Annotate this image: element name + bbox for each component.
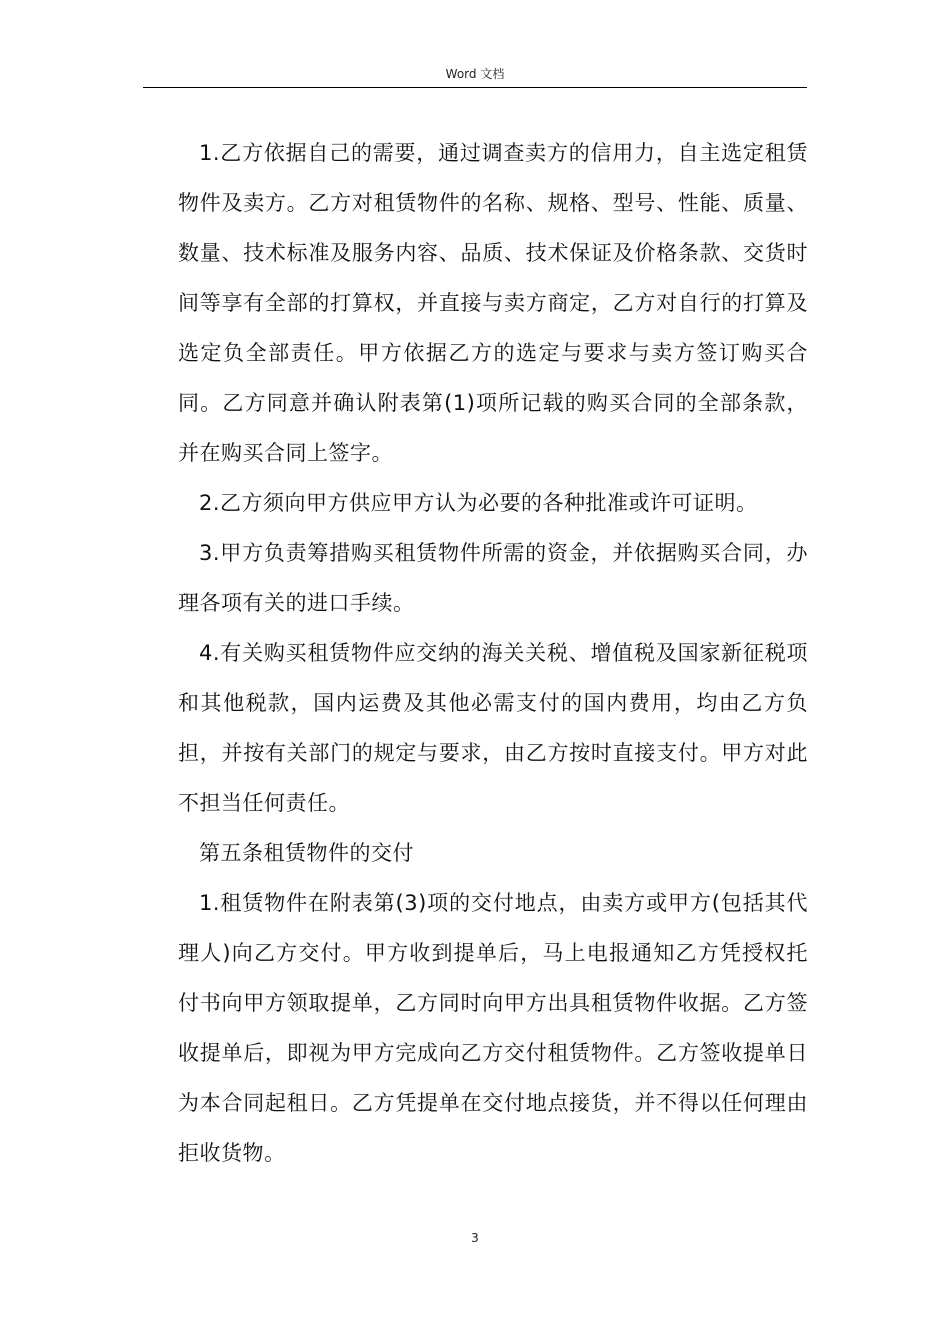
page-number: 3 [471, 1231, 479, 1245]
document-body [178, 128, 808, 1178]
paragraph-clause-4: 4.有关购买租赁物件应交纳的海关关税、增值税及国家新征税项和其他税款，国内运费及其他必需支付的国内费用，均由乙方负担，并按有关部门的规定与要求，由乙方按时直接支付。甲方对此不担当任何责任。 [178, 641, 808, 815]
header-divider [143, 87, 807, 88]
paragraph-clause-2: 2.乙方须向甲方供应甲方认为必要的各种批准或许可证明。 [199, 491, 758, 515]
paragraph-delivery-1: 1.租赁物件在附表第(3)项的交付地点，由卖方或甲方(包括其代理人)向乙方交付。甲方收到提单后，马上电报通知乙方凭授权托付书向甲方领取提单，乙方同时向甲方出具租赁物件收据。乙方签收提单后，即视为甲方完成向乙方交付租赁物件。乙方签收提单日为本合同起租日。乙方凭提单在交付地点接货，并不得以任何理由拒收货物。 [178, 891, 808, 1165]
paragraph-clause-1: 1.乙方依据自己的需要，通过调查卖方的信用力，自主选定租赁物件及卖方。乙方对租赁物件的名称、规格、型号、性能、质量、数量、技术标准及服务内容、品质、技术保证及价格条款、交货时间等享有全部的打算权，并直接与卖方商定，乙方对自行的打算及选定负全部责任。甲方依据乙方的选定与要求与卖方签订购买合同。乙方同意并确认附表第(1)项所记载的购买合同的全部条款，并在购买合同上签字。 [178, 141, 808, 465]
paragraph-clause-3: 3.甲方负责筹措购买租赁物件所需的资金，并依据购买合同，办理各项有关的进口手续。 [178, 541, 808, 615]
page-header: Word 文档 [445, 67, 505, 81]
section-heading-article-5: 第五条租赁物件的交付 [199, 841, 414, 865]
